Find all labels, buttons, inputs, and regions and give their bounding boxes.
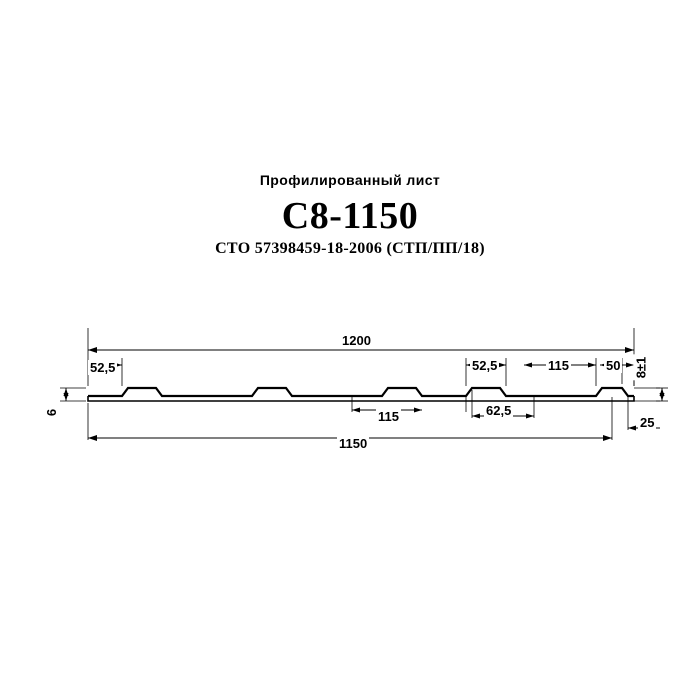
dim-right-flat-top: 52,5: [472, 358, 498, 373]
dim-sheet-thickness: 6: [44, 408, 60, 417]
sheet-profile-outline: [88, 388, 634, 401]
dim-end-lap: 50: [606, 358, 621, 373]
dim-rib-pitch-top: 115: [548, 358, 569, 373]
dim-rib-height: 8±1: [633, 356, 649, 379]
dimension-arrowheads: [64, 347, 665, 441]
dim-rib-pitch-bottom: 115: [378, 409, 399, 424]
page-title: С8-1150: [281, 195, 419, 237]
standard-reference: СТО 57398459-18-2006 (СТП/ПП/18): [215, 240, 485, 257]
dim-overall-width: 1200: [342, 333, 371, 348]
dimension-lines: [66, 350, 662, 438]
product-type-label: Профилированный лист: [259, 172, 441, 188]
title-block: [0, 172, 700, 258]
dim-rib-top-width: 25: [640, 415, 655, 430]
dim-left-flat-top: 52,5: [90, 360, 116, 375]
profile-drawing: [0, 300, 700, 500]
dim-valley-width: 62,5: [486, 403, 512, 418]
dim-useful-width: 1150: [339, 436, 368, 451]
